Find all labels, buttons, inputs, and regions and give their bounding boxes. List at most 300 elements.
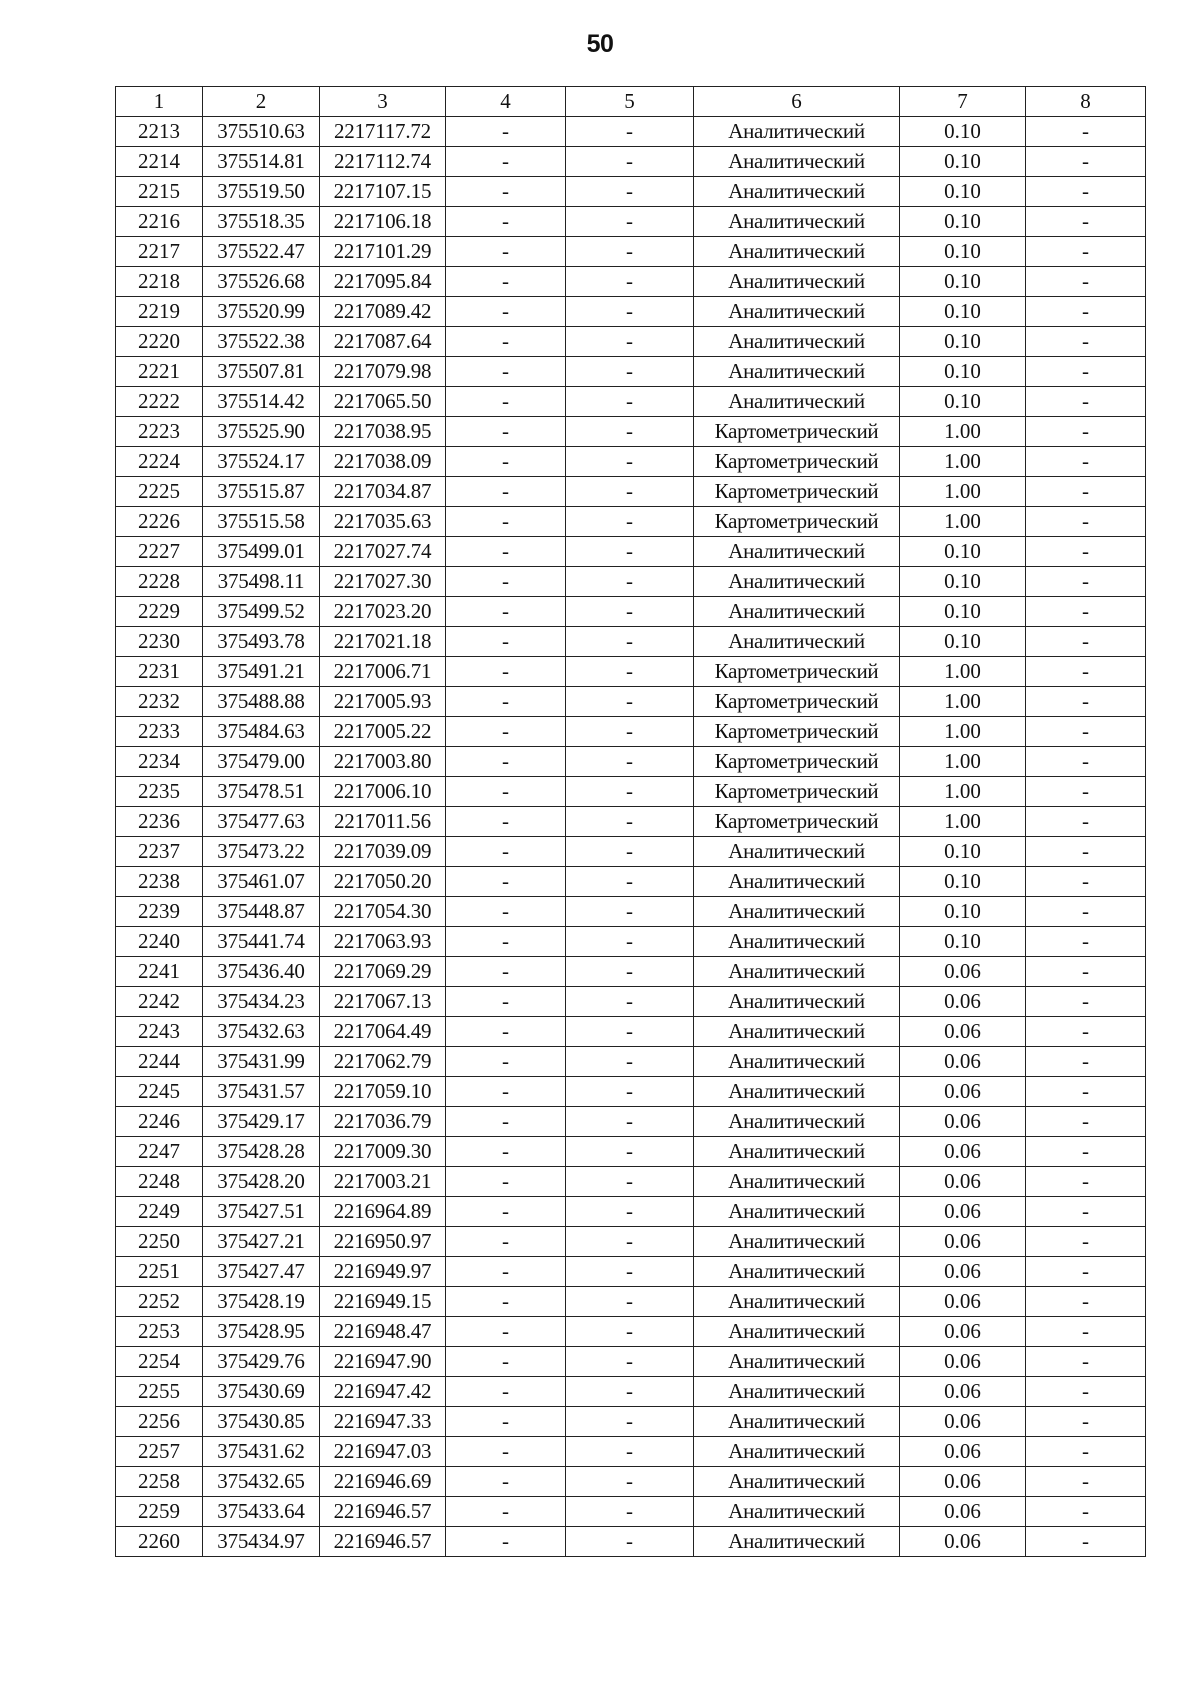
col5-cell: - (566, 207, 694, 237)
point-number-cell: 2251 (116, 1257, 203, 1287)
col8-cell: - (1026, 807, 1146, 837)
x-coordinate-cell: 375427.21 (203, 1227, 320, 1257)
x-coordinate-cell: 375478.51 (203, 777, 320, 807)
col4-cell: - (446, 1197, 566, 1227)
table-row (116, 147, 1146, 177)
col5-cell: - (566, 837, 694, 867)
method-cell: Картометрический (694, 477, 900, 507)
col5-cell: - (566, 147, 694, 177)
col5-cell: - (566, 597, 694, 627)
method-cell: Аналитический (694, 957, 900, 987)
col4-cell: - (446, 657, 566, 687)
col5-cell: - (566, 807, 694, 837)
point-number-cell: 2244 (116, 1047, 203, 1077)
point-number-cell: 2253 (116, 1317, 203, 1347)
col4-cell: - (446, 1347, 566, 1377)
x-coordinate-cell: 375507.81 (203, 357, 320, 387)
point-number-cell: 2215 (116, 177, 203, 207)
table-row (116, 1077, 1146, 1107)
table-row (116, 207, 1146, 237)
col4-cell: - (446, 1437, 566, 1467)
accuracy-cell: 1.00 (900, 417, 1026, 447)
accuracy-cell: 0.10 (900, 867, 1026, 897)
y-coordinate-cell: 2217027.30 (320, 567, 446, 597)
accuracy-cell: 1.00 (900, 507, 1026, 537)
col5-cell: - (566, 1137, 694, 1167)
col8-cell: - (1026, 777, 1146, 807)
col8-cell: - (1026, 567, 1146, 597)
col4-cell: - (446, 507, 566, 537)
table-row (116, 387, 1146, 417)
x-coordinate-cell: 375520.99 (203, 297, 320, 327)
col4-cell: - (446, 747, 566, 777)
method-cell: Аналитический (694, 1227, 900, 1257)
col8-cell: - (1026, 1467, 1146, 1497)
x-coordinate-cell: 375433.64 (203, 1497, 320, 1527)
accuracy-cell: 0.10 (900, 117, 1026, 147)
col5-cell: - (566, 447, 694, 477)
col5-cell: - (566, 927, 694, 957)
col4-cell: - (446, 597, 566, 627)
accuracy-cell: 0.10 (900, 237, 1026, 267)
method-cell: Аналитический (694, 1407, 900, 1437)
col8-cell: - (1026, 1377, 1146, 1407)
y-coordinate-cell: 2217079.98 (320, 357, 446, 387)
x-coordinate-cell: 375515.58 (203, 507, 320, 537)
col8-cell: - (1026, 147, 1146, 177)
x-coordinate-cell: 375518.35 (203, 207, 320, 237)
col5-cell: - (566, 867, 694, 897)
point-number-cell: 2246 (116, 1107, 203, 1137)
table-row (116, 1527, 1146, 1557)
col5-cell: - (566, 1467, 694, 1497)
column-header: 3 (320, 87, 446, 117)
col8-cell: - (1026, 1107, 1146, 1137)
col8-cell: - (1026, 627, 1146, 657)
y-coordinate-cell: 2217005.22 (320, 717, 446, 747)
x-coordinate-cell: 375524.17 (203, 447, 320, 477)
table-row (116, 537, 1146, 567)
point-number-cell: 2238 (116, 867, 203, 897)
y-coordinate-cell: 2217089.42 (320, 297, 446, 327)
point-number-cell: 2220 (116, 327, 203, 357)
col5-cell: - (566, 117, 694, 147)
col5-cell: - (566, 1047, 694, 1077)
col5-cell: - (566, 747, 694, 777)
point-number-cell: 2230 (116, 627, 203, 657)
method-cell: Аналитический (694, 867, 900, 897)
method-cell: Аналитический (694, 147, 900, 177)
col5-cell: - (566, 417, 694, 447)
method-cell: Картометрический (694, 807, 900, 837)
x-coordinate-cell: 375429.76 (203, 1347, 320, 1377)
point-number-cell: 2245 (116, 1077, 203, 1107)
col8-cell: - (1026, 1317, 1146, 1347)
method-cell: Аналитический (694, 1527, 900, 1557)
x-coordinate-cell: 375430.69 (203, 1377, 320, 1407)
method-cell: Аналитический (694, 1107, 900, 1137)
accuracy-cell: 0.06 (900, 1467, 1026, 1497)
col4-cell: - (446, 957, 566, 987)
y-coordinate-cell: 2217005.93 (320, 687, 446, 717)
col8-cell: - (1026, 747, 1146, 777)
col5-cell: - (566, 1017, 694, 1047)
point-number-cell: 2214 (116, 147, 203, 177)
table-body (116, 117, 1146, 1557)
method-cell: Картометрический (694, 417, 900, 447)
table-row (116, 987, 1146, 1017)
table-row (116, 867, 1146, 897)
col4-cell: - (446, 687, 566, 717)
y-coordinate-cell: 2217065.50 (320, 387, 446, 417)
col4-cell: - (446, 1497, 566, 1527)
point-number-cell: 2260 (116, 1527, 203, 1557)
table-row (116, 1137, 1146, 1167)
method-cell: Аналитический (694, 627, 900, 657)
col8-cell: - (1026, 117, 1146, 147)
accuracy-cell: 0.06 (900, 1437, 1026, 1467)
accuracy-cell: 0.10 (900, 177, 1026, 207)
col5-cell: - (566, 387, 694, 417)
accuracy-cell: 0.10 (900, 267, 1026, 297)
table-row (116, 747, 1146, 777)
col4-cell: - (446, 177, 566, 207)
accuracy-cell: 1.00 (900, 777, 1026, 807)
col5-cell: - (566, 657, 694, 687)
x-coordinate-cell: 375484.63 (203, 717, 320, 747)
method-cell: Аналитический (694, 987, 900, 1017)
col4-cell: - (446, 927, 566, 957)
y-coordinate-cell: 2217050.20 (320, 867, 446, 897)
point-number-cell: 2234 (116, 747, 203, 777)
y-coordinate-cell: 2217038.09 (320, 447, 446, 477)
col4-cell: - (446, 1377, 566, 1407)
col5-cell: - (566, 717, 694, 747)
point-number-cell: 2223 (116, 417, 203, 447)
accuracy-cell: 0.10 (900, 357, 1026, 387)
col8-cell: - (1026, 1287, 1146, 1317)
method-cell: Аналитический (694, 117, 900, 147)
method-cell: Аналитический (694, 207, 900, 237)
column-header: 4 (446, 87, 566, 117)
table-row (116, 267, 1146, 297)
table-row (116, 1287, 1146, 1317)
y-coordinate-cell: 2216947.90 (320, 1347, 446, 1377)
x-coordinate-cell: 375434.23 (203, 987, 320, 1017)
col8-cell: - (1026, 417, 1146, 447)
point-number-cell: 2250 (116, 1227, 203, 1257)
col5-cell: - (566, 1197, 694, 1227)
method-cell: Аналитический (694, 1137, 900, 1167)
point-number-cell: 2236 (116, 807, 203, 837)
method-cell: Аналитический (694, 1347, 900, 1377)
col5-cell: - (566, 687, 694, 717)
accuracy-cell: 0.06 (900, 1287, 1026, 1317)
y-coordinate-cell: 2217003.80 (320, 747, 446, 777)
accuracy-cell: 0.10 (900, 387, 1026, 417)
y-coordinate-cell: 2216964.89 (320, 1197, 446, 1227)
x-coordinate-cell: 375514.81 (203, 147, 320, 177)
accuracy-cell: 0.10 (900, 837, 1026, 867)
method-cell: Аналитический (694, 537, 900, 567)
col8-cell: - (1026, 507, 1146, 537)
col4-cell: - (446, 1017, 566, 1047)
col5-cell: - (566, 1227, 694, 1257)
col4-cell: - (446, 267, 566, 297)
table-row (116, 447, 1146, 477)
col5-cell: - (566, 297, 694, 327)
col8-cell: - (1026, 177, 1146, 207)
y-coordinate-cell: 2216946.57 (320, 1527, 446, 1557)
x-coordinate-cell: 375428.19 (203, 1287, 320, 1317)
x-coordinate-cell: 375522.47 (203, 237, 320, 267)
point-number-cell: 2228 (116, 567, 203, 597)
y-coordinate-cell: 2216947.33 (320, 1407, 446, 1437)
y-coordinate-cell: 2217054.30 (320, 897, 446, 927)
accuracy-cell: 0.10 (900, 897, 1026, 927)
method-cell: Картометрический (694, 747, 900, 777)
table-row (116, 1017, 1146, 1047)
col4-cell: - (446, 837, 566, 867)
method-cell: Аналитический (694, 597, 900, 627)
table-row (116, 1197, 1146, 1227)
x-coordinate-cell: 375432.65 (203, 1467, 320, 1497)
method-cell: Аналитический (694, 1197, 900, 1227)
method-cell: Аналитический (694, 327, 900, 357)
method-cell: Аналитический (694, 897, 900, 927)
point-number-cell: 2233 (116, 717, 203, 747)
col4-cell: - (446, 327, 566, 357)
point-number-cell: 2222 (116, 387, 203, 417)
accuracy-cell: 0.06 (900, 1377, 1026, 1407)
point-number-cell: 2225 (116, 477, 203, 507)
col4-cell: - (446, 207, 566, 237)
col4-cell: - (446, 237, 566, 267)
x-coordinate-cell: 375479.00 (203, 747, 320, 777)
col8-cell: - (1026, 1347, 1146, 1377)
accuracy-cell: 0.06 (900, 987, 1026, 1017)
col4-cell: - (446, 297, 566, 327)
point-number-cell: 2217 (116, 237, 203, 267)
col5-cell: - (566, 1377, 694, 1407)
col8-cell: - (1026, 1047, 1146, 1077)
col5-cell: - (566, 1527, 694, 1557)
table-row (116, 177, 1146, 207)
point-number-cell: 2240 (116, 927, 203, 957)
table-row (116, 507, 1146, 537)
col8-cell: - (1026, 1197, 1146, 1227)
col8-cell: - (1026, 327, 1146, 357)
x-coordinate-cell: 375491.21 (203, 657, 320, 687)
col8-cell: - (1026, 237, 1146, 267)
table-row (116, 1227, 1146, 1257)
y-coordinate-cell: 2216947.42 (320, 1377, 446, 1407)
table-row (116, 327, 1146, 357)
y-coordinate-cell: 2217064.49 (320, 1017, 446, 1047)
y-coordinate-cell: 2217039.09 (320, 837, 446, 867)
col4-cell: - (446, 1077, 566, 1107)
accuracy-cell: 0.10 (900, 927, 1026, 957)
col8-cell: - (1026, 837, 1146, 867)
col4-cell: - (446, 1137, 566, 1167)
point-number-cell: 2243 (116, 1017, 203, 1047)
col4-cell: - (446, 1047, 566, 1077)
col4-cell: - (446, 357, 566, 387)
x-coordinate-cell: 375431.62 (203, 1437, 320, 1467)
col5-cell: - (566, 507, 694, 537)
accuracy-cell: 0.06 (900, 1167, 1026, 1197)
table-row (116, 597, 1146, 627)
accuracy-cell: 0.10 (900, 297, 1026, 327)
col5-cell: - (566, 537, 694, 567)
table-row (116, 1467, 1146, 1497)
point-number-cell: 2229 (116, 597, 203, 627)
x-coordinate-cell: 375499.52 (203, 597, 320, 627)
col5-cell: - (566, 477, 694, 507)
x-coordinate-cell: 375434.97 (203, 1527, 320, 1557)
col4-cell: - (446, 1407, 566, 1437)
accuracy-cell: 0.06 (900, 1227, 1026, 1257)
method-cell: Аналитический (694, 177, 900, 207)
accuracy-cell: 0.06 (900, 1257, 1026, 1287)
point-number-cell: 2218 (116, 267, 203, 297)
point-number-cell: 2259 (116, 1497, 203, 1527)
column-header: 5 (566, 87, 694, 117)
method-cell: Картометрический (694, 657, 900, 687)
column-header: 1 (116, 87, 203, 117)
accuracy-cell: 0.06 (900, 1527, 1026, 1557)
accuracy-cell: 1.00 (900, 807, 1026, 837)
col4-cell: - (446, 1257, 566, 1287)
x-coordinate-cell: 375525.90 (203, 417, 320, 447)
col4-cell: - (446, 627, 566, 657)
accuracy-cell: 0.10 (900, 327, 1026, 357)
y-coordinate-cell: 2216946.57 (320, 1497, 446, 1527)
col8-cell: - (1026, 357, 1146, 387)
table-header-row (116, 87, 1146, 117)
x-coordinate-cell: 375431.99 (203, 1047, 320, 1077)
col5-cell: - (566, 1497, 694, 1527)
col5-cell: - (566, 237, 694, 267)
method-cell: Аналитический (694, 927, 900, 957)
point-number-cell: 2249 (116, 1197, 203, 1227)
col8-cell: - (1026, 987, 1146, 1017)
y-coordinate-cell: 2217006.71 (320, 657, 446, 687)
method-cell: Аналитический (694, 1317, 900, 1347)
accuracy-cell: 0.10 (900, 567, 1026, 597)
col4-cell: - (446, 1167, 566, 1197)
point-number-cell: 2213 (116, 117, 203, 147)
method-cell: Аналитический (694, 1017, 900, 1047)
method-cell: Картометрический (694, 447, 900, 477)
table-row (116, 687, 1146, 717)
col8-cell: - (1026, 477, 1146, 507)
accuracy-cell: 1.00 (900, 747, 1026, 777)
y-coordinate-cell: 2217006.10 (320, 777, 446, 807)
col5-cell: - (566, 897, 694, 927)
accuracy-cell: 0.06 (900, 1197, 1026, 1227)
page-number: 50 (586, 30, 614, 58)
y-coordinate-cell: 2217038.95 (320, 417, 446, 447)
col5-cell: - (566, 177, 694, 207)
method-cell: Аналитический (694, 1167, 900, 1197)
col4-cell: - (446, 1317, 566, 1347)
col8-cell: - (1026, 687, 1146, 717)
method-cell: Аналитический (694, 1437, 900, 1467)
y-coordinate-cell: 2217035.63 (320, 507, 446, 537)
col8-cell: - (1026, 1167, 1146, 1197)
y-coordinate-cell: 2217027.74 (320, 537, 446, 567)
column-header: 2 (203, 87, 320, 117)
col5-cell: - (566, 957, 694, 987)
col8-cell: - (1026, 1437, 1146, 1467)
y-coordinate-cell: 2217021.18 (320, 627, 446, 657)
method-cell: Картометрический (694, 717, 900, 747)
col8-cell: - (1026, 597, 1146, 627)
col4-cell: - (446, 147, 566, 177)
accuracy-cell: 1.00 (900, 477, 1026, 507)
point-number-cell: 2248 (116, 1167, 203, 1197)
accuracy-cell: 0.06 (900, 1137, 1026, 1167)
method-cell: Аналитический (694, 387, 900, 417)
col4-cell: - (446, 1467, 566, 1497)
col5-cell: - (566, 777, 694, 807)
y-coordinate-cell: 2216950.97 (320, 1227, 446, 1257)
method-cell: Картометрический (694, 777, 900, 807)
column-header: 8 (1026, 87, 1146, 117)
x-coordinate-cell: 375477.63 (203, 807, 320, 837)
col8-cell: - (1026, 1257, 1146, 1287)
y-coordinate-cell: 2217036.79 (320, 1107, 446, 1137)
column-header: 7 (900, 87, 1026, 117)
y-coordinate-cell: 2217117.72 (320, 117, 446, 147)
point-number-cell: 2257 (116, 1437, 203, 1467)
col8-cell: - (1026, 447, 1146, 477)
col4-cell: - (446, 1527, 566, 1557)
method-cell: Аналитический (694, 1287, 900, 1317)
col8-cell: - (1026, 897, 1146, 927)
accuracy-cell: 0.06 (900, 1497, 1026, 1527)
table-row (116, 297, 1146, 327)
point-number-cell: 2216 (116, 207, 203, 237)
col4-cell: - (446, 1227, 566, 1257)
y-coordinate-cell: 2216947.03 (320, 1437, 446, 1467)
accuracy-cell: 0.10 (900, 537, 1026, 567)
table-row (116, 777, 1146, 807)
y-coordinate-cell: 2217009.30 (320, 1137, 446, 1167)
col4-cell: - (446, 777, 566, 807)
point-number-cell: 2247 (116, 1137, 203, 1167)
accuracy-cell: 0.06 (900, 1017, 1026, 1047)
col4-cell: - (446, 567, 566, 597)
table-row (116, 1497, 1146, 1527)
col8-cell: - (1026, 867, 1146, 897)
accuracy-cell: 0.06 (900, 1107, 1026, 1137)
col8-cell: - (1026, 537, 1146, 567)
point-number-cell: 2231 (116, 657, 203, 687)
x-coordinate-cell: 375493.78 (203, 627, 320, 657)
x-coordinate-cell: 375430.85 (203, 1407, 320, 1437)
column-header: 6 (694, 87, 900, 117)
x-coordinate-cell: 375448.87 (203, 897, 320, 927)
method-cell: Аналитический (694, 1047, 900, 1077)
accuracy-cell: 0.10 (900, 147, 1026, 177)
point-number-cell: 2221 (116, 357, 203, 387)
x-coordinate-cell: 375428.20 (203, 1167, 320, 1197)
y-coordinate-cell: 2217095.84 (320, 267, 446, 297)
col4-cell: - (446, 897, 566, 927)
y-coordinate-cell: 2217003.21 (320, 1167, 446, 1197)
